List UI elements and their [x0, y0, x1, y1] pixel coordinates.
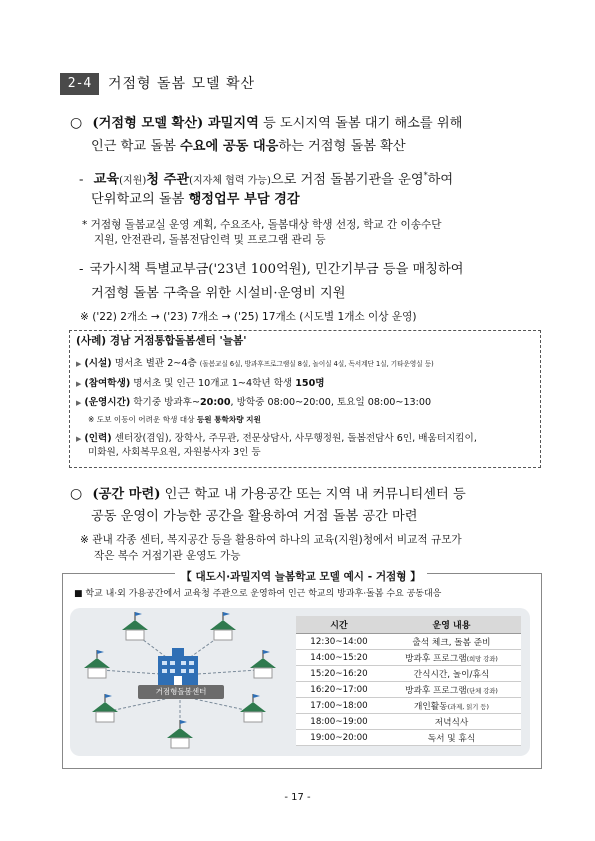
- case-item-hours: ▶ (운영시간) 학기중 방과후~20:00, 방학중 08:00~20:00, 토요일 08:00~13:00: [76, 397, 432, 408]
- page-number: - 17 -: [284, 792, 311, 803]
- sub1-line1: - 교육(지원)청 주관(지자체 협력 가능)으로 거점 돌봄기관을 운영*하여: [79, 171, 454, 188]
- sub1-line2: 단위학교의 돌봄 행정업무 부담 경감: [91, 192, 300, 207]
- table-row: [296, 634, 521, 650]
- content-cell: 독서 및 휴식: [382, 730, 521, 746]
- note3-line1: ※ 관내 각종 센터, 복지공간 등을 활용하여 하나의 교육(지원)청에서 비교적 규모가: [80, 534, 462, 546]
- model-description: ■ 학교 내·외 가용공간에서 교육청 주관으로 운영하여 인근 학교의 방과후·돌봄 수요 공동대응: [74, 589, 442, 599]
- hub-building-icon: [158, 648, 198, 686]
- note1-line2: 지원, 안전관리, 돌봄전담인력 및 프로그램 관리 등: [94, 234, 326, 246]
- table-header-row: [296, 616, 521, 634]
- section-title: 거점형 돌봄 모델 확산: [108, 76, 256, 92]
- hub-center-label: 거점형돌봄센터: [138, 685, 224, 699]
- arrow-to-house: [198, 670, 258, 674]
- time-cell: 16:20~17:00: [296, 682, 382, 698]
- hub-diagram: [70, 608, 290, 756]
- schedule-table: [296, 616, 521, 746]
- time-cell: 17:00~18:00: [296, 698, 382, 714]
- case-item-students: ▶ (참여학생) 명서초 및 인근 10개교 1~4학년 학생 150명: [76, 378, 325, 389]
- model-title: 【 대도시·과밀지역 늘봄학교 모델 예시 - 거점형 】: [62, 569, 540, 584]
- time-cell: 14:00~15:20: [296, 650, 382, 666]
- sub2-line1: - 국가시책 특별교부금('23년 100억원), 민간기부금 등을 매칭하여: [79, 262, 464, 277]
- para1-line2: 인근 학교 돌봄 수요에 공동 대응하는 거점형 돌봄 확산: [91, 139, 406, 154]
- note1-line1: * 거점형 돌봄교실 운영 계획, 수요조사, 돌봄대상 학생 선정, 학교 간 이송수단: [82, 219, 442, 231]
- section-number: 2-4: [60, 73, 99, 95]
- table-row: [296, 730, 521, 746]
- time-cell: 15:20~16:20: [296, 666, 382, 682]
- circle-bullet: ○: [70, 486, 83, 502]
- sub2-line2: 거점형 돌봄 구축을 위한 시설비·운영비 지원: [91, 286, 346, 301]
- content-cell: 개인활동(과제, 읽기 등): [382, 698, 521, 714]
- case-item-staff-line2: 미화원, 사회복무요원, 자원봉사자 3인 등: [88, 447, 261, 458]
- case-item-bus-note: ※ 도보 이동이 어려운 학생 대상 등원 통학차량 지원: [88, 415, 261, 424]
- column-header-content: 운영 내용: [382, 616, 521, 634]
- para1-line1: ○ (거점형 모델 확산) 과밀지역 등 도시지역 돌봄 대기 해소를 위해: [70, 115, 463, 131]
- note2: ※ ('22) 2개소 → ('23) 7개소 → ('25) 17개소 (시도별 1개소 이상 운영): [80, 311, 417, 323]
- table-row: [296, 714, 521, 730]
- triangle-bullet-icon: ▶: [76, 360, 82, 368]
- time-cell: 12:30~14:00: [296, 634, 382, 650]
- content-cell: 저녁식사: [382, 714, 521, 730]
- circle-bullet: ○: [70, 115, 83, 131]
- time-cell: 18:00~19:00: [296, 714, 382, 730]
- triangle-bullet-icon: ▶: [76, 435, 82, 443]
- case-title: (사례) 경남 거점통합돌봄센터 '늘봄': [76, 335, 247, 347]
- table-row: [296, 682, 521, 698]
- table-row: [296, 650, 521, 666]
- content-cell: 간식시간, 놀이/휴식: [382, 666, 521, 682]
- para2-line1: ○ (공간 마련) 인근 학교 내 가용공간 또는 지역 내 커뮤니티센터 등: [70, 486, 466, 502]
- note3-line2: 작은 복수 거점기관 운영도 가능: [94, 550, 241, 562]
- content-cell: 방과후 프로그램(단체 강좌): [382, 682, 521, 698]
- triangle-bullet-icon: ▶: [76, 399, 82, 407]
- case-item-staff: ▶ (인력) 센터장(겸임), 장학사, 주무관, 전문상담사, 사무행정원, 돌봄전담사 6인, 배움터지킴이,: [76, 433, 477, 444]
- case-item-facility: ▶ (시설) 명서초 별관 2~4층 (돌봄교실 6실, 방과후프로그램실 8실, 놀이실 4실, 독서계단 1실, 기타운영실 등): [76, 358, 434, 369]
- time-cell: 19:00~20:00: [296, 730, 382, 746]
- triangle-bullet-icon: ▶: [76, 380, 82, 388]
- table-row: [296, 698, 521, 714]
- para2-line2: 공동 운영이 가능한 공간을 활용하여 거점 돌봄 공간 마련: [91, 509, 418, 524]
- column-header-time: 시간: [296, 616, 382, 634]
- arrow-to-house: [100, 670, 160, 674]
- content-cell: 출석 체크, 돌봄 준비: [382, 634, 521, 650]
- arrow-to-house: [190, 698, 250, 711]
- content-cell: 방과후 프로그램(희망 강좌): [382, 650, 521, 666]
- arrow-to-house: [110, 698, 170, 711]
- table-row: [296, 666, 521, 682]
